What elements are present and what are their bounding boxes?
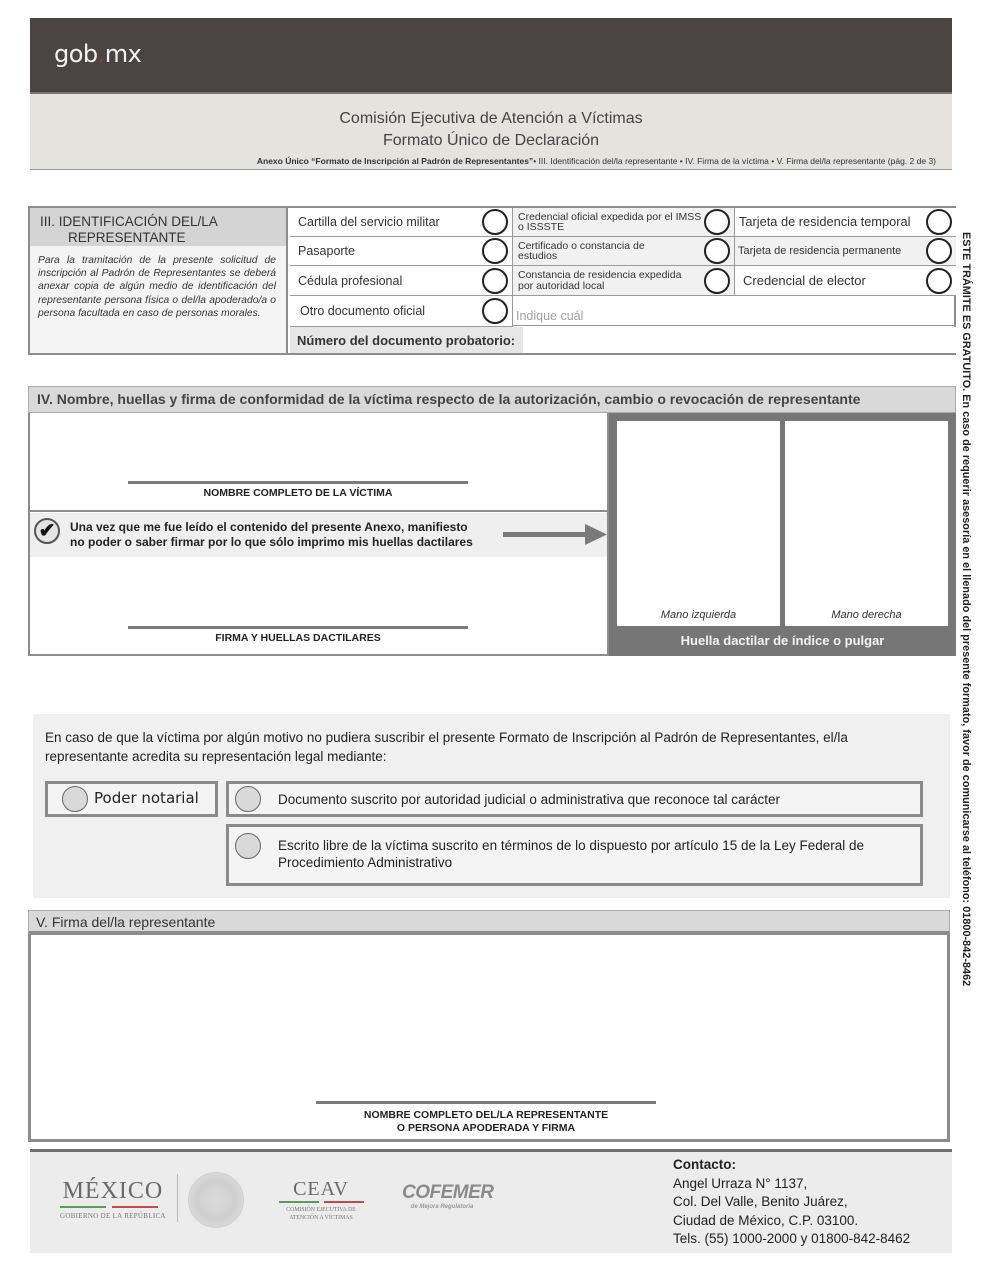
logo-suffix: mx xyxy=(104,40,142,68)
side-note-rest: En caso de requerir asesoría en el llenado del presente formato, favor de comunicarse al teléfono: 01800-842-8462 xyxy=(960,391,972,987)
option-documento-autoridad[interactable] xyxy=(226,781,923,817)
option-label: Certificado o constancia de estudios xyxy=(518,239,645,262)
option-label: Pasaporte xyxy=(298,244,355,258)
victim-signature-area xyxy=(28,413,609,656)
victim-name-line xyxy=(128,481,468,484)
section-title-line1: III. IDENTIFICACIÓN DEL/LA xyxy=(40,214,218,229)
option-label: Otro documento oficial xyxy=(300,304,426,318)
declaration-line1: Una vez que me fue leído el contenido del presente Anexo, manifiesto xyxy=(70,520,468,534)
signature-line xyxy=(128,626,468,629)
annex-title: Anexo Único “Formato de Inscripción al Padrón de Representantes” xyxy=(256,156,534,166)
contact-city: Ciudad de México, C.P. 03100. xyxy=(673,1212,859,1228)
option-label: Credencial oficial expedida por el IMSS o ISSSTE xyxy=(518,210,702,233)
fingerprint-only-declaration xyxy=(30,513,607,557)
left-hand-label: Mano izquierda xyxy=(660,609,737,621)
option-residencia-permanente[interactable] xyxy=(735,237,956,266)
caption-line1: NOMBRE COMPLETO DEL/LA REPRESENTANTE xyxy=(363,1109,609,1121)
ceav-logo xyxy=(277,1178,365,1222)
left-hand-fingerprint-box[interactable] xyxy=(617,421,780,626)
option-constancia-residencia[interactable] xyxy=(513,266,735,296)
option-imss-issste[interactable] xyxy=(513,208,735,237)
document-number-input[interactable] xyxy=(523,327,956,353)
option-label: Tarjeta de residencia permanente xyxy=(738,245,902,257)
contact-title: Contacto: xyxy=(673,1157,736,1172)
radio-circle-icon[interactable] xyxy=(482,268,508,294)
radio-circle-icon[interactable] xyxy=(704,238,730,264)
document-number-label: Número del documento probatorio: xyxy=(290,327,523,353)
option-credencial-elector[interactable] xyxy=(735,266,956,296)
top-banner xyxy=(30,18,952,94)
annex-subtitle xyxy=(257,156,936,166)
contact-info xyxy=(673,1156,910,1249)
arrow-right-icon xyxy=(503,524,607,546)
side-note-bold: ESTE TRÁMITE ES GRATUITO. xyxy=(960,232,972,392)
fingerprint-caption: Huella dactilar de índice o pulgar xyxy=(680,633,885,648)
ceav-logo-text: CEAV xyxy=(293,1178,349,1200)
option-label: Credencial de elector xyxy=(743,272,866,288)
option-certificado[interactable] xyxy=(513,237,735,266)
section-identification xyxy=(28,206,956,355)
representative-signature-field[interactable] xyxy=(28,935,950,1142)
radio-circle-icon[interactable] xyxy=(704,268,730,294)
flag-bars xyxy=(60,1206,166,1208)
contact-address: Angel Urraza N° 1137, xyxy=(673,1175,808,1191)
signature-caption: FIRMA Y HUELLAS DACTILARES xyxy=(215,632,381,644)
gob-mx-logo xyxy=(54,40,141,68)
option-label: Poder notarial xyxy=(94,789,199,807)
radio-circle-icon[interactable] xyxy=(926,268,952,294)
legal-representation-section xyxy=(33,714,950,898)
option-label: Cartilla del servicio militar xyxy=(298,215,440,229)
representative-caption xyxy=(261,1109,711,1135)
annex-sections: • III. Identificación del/la representante • IV. Firma de la víctima • V. Firma del/la representante (pág. 2 de 3) xyxy=(533,156,936,166)
option-label: Escrito libre de la víctima suscrito en términos de lo dispuesto por artículo 15 de la Ley Federal de Procedimiento Administrativo xyxy=(278,838,865,870)
cofemer-logo-subtitle: de Mejora Regulatoria xyxy=(410,1204,474,1210)
checkmark-icon[interactable]: ✔ xyxy=(34,518,60,544)
radio-circle-icon[interactable] xyxy=(235,786,261,812)
declaration-line2: no poder o saber firmar por lo que sólo imprimo mis huellas dactilares xyxy=(70,535,473,549)
ceav-logo-subtitle xyxy=(277,1206,365,1222)
cofemer-logo-text: COFEMER xyxy=(402,1182,494,1203)
mexico-government-logo xyxy=(60,1178,166,1220)
ceav-sub-line2: ATENCIÓN A VÍCTIMAS xyxy=(289,1215,353,1221)
flag-bars xyxy=(277,1201,365,1203)
form-header xyxy=(30,94,952,170)
national-seal-icon xyxy=(188,1172,244,1228)
radio-circle-icon[interactable] xyxy=(62,786,88,812)
logo-dot: . xyxy=(97,40,105,68)
radio-circle-icon[interactable] xyxy=(482,238,508,264)
representative-signature-line xyxy=(316,1101,656,1104)
form-title: Formato Único de Declaración xyxy=(382,132,600,149)
other-document-input[interactable]: Indique cuál xyxy=(513,296,956,326)
radio-circle-icon[interactable] xyxy=(704,209,730,235)
option-label: Tarjeta de residencia temporal xyxy=(739,214,911,229)
section-description: Para la tramitación de la presente solicitud de inscripción al Padrón de Representantes se deberá anexar copia de algún medio de identificación del representante persona física o del/la apoderado/a o persona facultada en caso de personas morales. xyxy=(38,255,276,319)
declaration-text xyxy=(70,520,473,550)
section-representative-signature-title: V. Firma del/la representante xyxy=(28,910,950,935)
logo-main: gob xyxy=(54,40,98,68)
victim-name-caption: NOMBRE COMPLETO DE LA VÍCTIMA xyxy=(203,487,393,499)
option-cartilla[interactable] xyxy=(290,208,513,237)
agency-title: Comisión Ejecutiva de Atención a Víctimas xyxy=(339,110,643,127)
caption-line2: O PERSONA APODERADA Y FIRMA xyxy=(396,1122,576,1134)
mexico-logo-subtitle: GOBIERNO DE LA REPÚBLICA xyxy=(60,1212,166,1220)
representation-text: En caso de que la víctima por algún motivo no pudiera suscribir el presente Formato de Inscripción al Padrón de Representantes, el/la representante acredita su representación legal mediante: xyxy=(45,730,848,764)
section-title xyxy=(30,208,286,246)
option-residencia-temporal[interactable] xyxy=(735,208,956,237)
radio-circle-icon[interactable] xyxy=(926,238,952,264)
option-poder-notarial[interactable] xyxy=(45,781,218,817)
radio-circle-icon[interactable] xyxy=(235,833,261,859)
option-label: Cédula profesional xyxy=(298,273,403,288)
logo-separator xyxy=(177,1174,178,1222)
cofemer-logo xyxy=(402,1182,494,1210)
contact-phones: Tels. (55) 1000-2000 y 01800-842-8462 xyxy=(673,1231,911,1246)
section-identification-info xyxy=(30,208,288,353)
right-hand-label: Mano derecha xyxy=(831,609,902,621)
ceav-sub-line1: COMISIÓN EJECUTIVA DE xyxy=(286,1207,356,1213)
section-title-line2: REPRESENTANTE xyxy=(68,230,186,245)
option-otro[interactable] xyxy=(290,296,513,327)
radio-circle-icon[interactable] xyxy=(482,209,508,235)
divider xyxy=(30,510,607,512)
mexico-logo-text: MÉXICO xyxy=(62,1178,164,1204)
footer xyxy=(30,1149,952,1253)
right-hand-fingerprint-box[interactable] xyxy=(785,421,948,626)
free-procedure-side-note xyxy=(960,232,972,986)
option-escrito-libre[interactable] xyxy=(226,824,923,886)
option-cedula[interactable] xyxy=(290,266,513,296)
section-victim-signature-title: IV. Nombre, huellas y firma de conformidad de la víctima respecto de la autorización, cambio o revocación de representante xyxy=(28,386,956,413)
contact-colony: Col. Del Valle, Benito Juárez, xyxy=(673,1194,848,1209)
radio-circle-icon[interactable] xyxy=(482,298,508,324)
radio-circle-icon[interactable] xyxy=(926,209,952,235)
option-label: Documento suscrito por autoridad judicial o administrativa que reconoce tal carácter xyxy=(278,792,781,807)
option-label: Constancia de residencia expedida por autoridad local xyxy=(518,269,682,292)
fingerprint-panel xyxy=(609,413,956,656)
option-pasaporte[interactable] xyxy=(290,237,513,266)
